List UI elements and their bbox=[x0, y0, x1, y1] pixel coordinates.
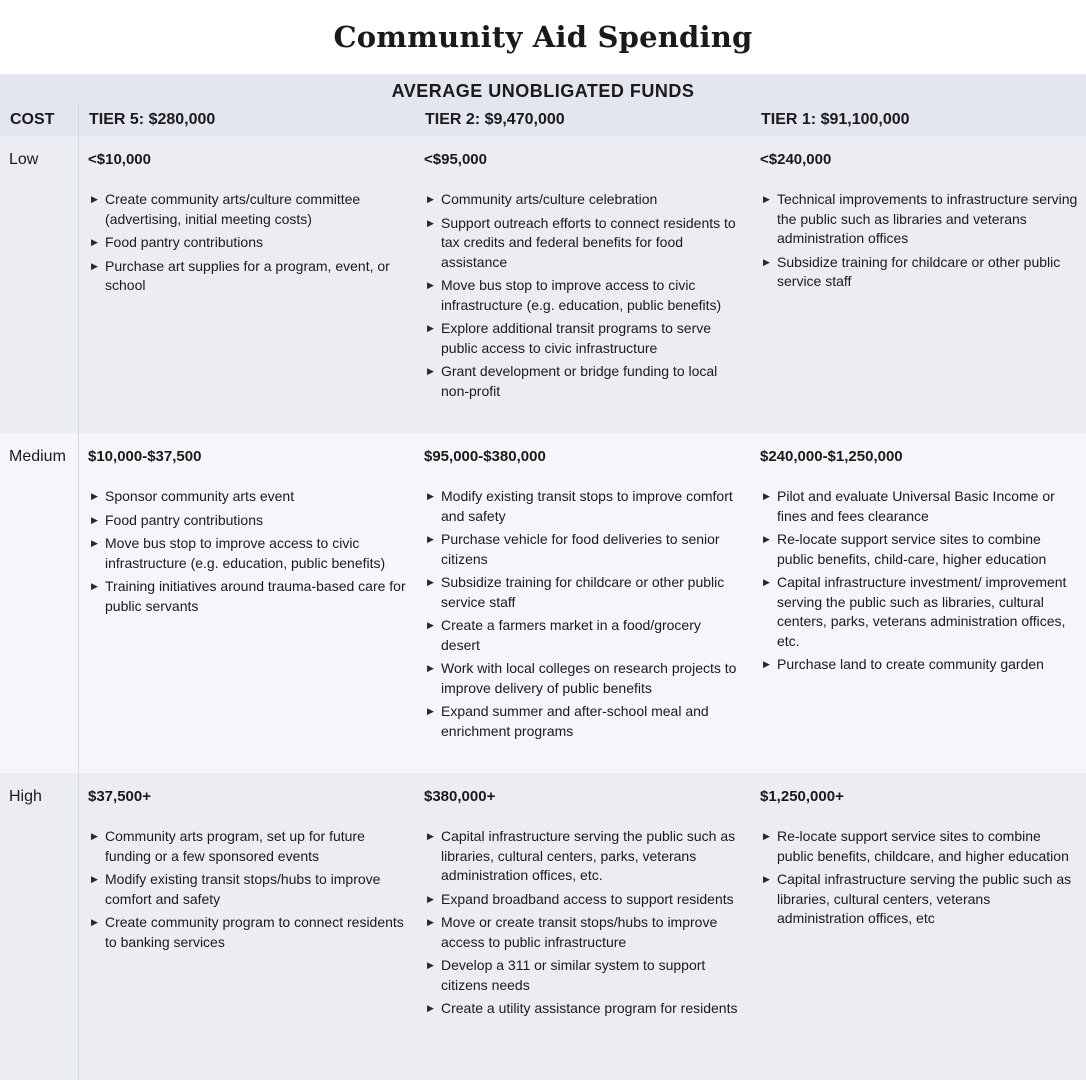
list-item bbox=[760, 870, 1078, 929]
list-item-text: Purchase art supplies for a program, event, or school bbox=[105, 257, 390, 293]
list-item bbox=[88, 487, 407, 507]
page-title: Community Aid Spending bbox=[333, 20, 753, 54]
triangle-bullet-icon: ▶ bbox=[427, 534, 434, 544]
list-item bbox=[424, 702, 743, 741]
list-item bbox=[424, 913, 743, 952]
list-item bbox=[424, 530, 743, 569]
list-item bbox=[760, 573, 1078, 651]
item-list bbox=[424, 827, 743, 1019]
list-item-text: Expand broadband access to support residents bbox=[441, 890, 734, 907]
triangle-bullet-icon: ▶ bbox=[91, 260, 98, 271]
triangle-bullet-icon: ▶ bbox=[427, 620, 434, 630]
triangle-bullet-icon: ▶ bbox=[427, 217, 434, 228]
triangle-bullet-icon: ▶ bbox=[427, 893, 434, 904]
list-item bbox=[424, 190, 743, 210]
list-item bbox=[88, 257, 407, 296]
amount-range: $380,000+ bbox=[424, 788, 496, 805]
list-item-text: Food pantry contributions bbox=[105, 234, 263, 250]
amount-range: $37,500+ bbox=[88, 788, 151, 805]
item-list bbox=[760, 827, 1078, 929]
table-row-high bbox=[0, 773, 1086, 1080]
list-item-text: Subsidize training for childcare or other public service staff bbox=[777, 253, 1061, 289]
cell-tier-1 bbox=[751, 433, 1086, 773]
list-item-text: Sponsor community arts event bbox=[105, 488, 295, 504]
cost-label: Low bbox=[0, 136, 79, 433]
list-item-text: Subsidize training for childcare or other public service staff bbox=[441, 574, 725, 610]
cell-tier-2 bbox=[415, 136, 751, 433]
triangle-bullet-icon: ▶ bbox=[91, 514, 98, 525]
triangle-bullet-icon: ▶ bbox=[763, 659, 770, 669]
triangle-bullet-icon: ▶ bbox=[763, 577, 770, 587]
triangle-bullet-icon: ▶ bbox=[427, 706, 434, 716]
list-item bbox=[88, 827, 407, 866]
triangle-bullet-icon: ▶ bbox=[91, 237, 98, 247]
triangle-bullet-icon: ▶ bbox=[427, 491, 434, 501]
amount-range: $10,000-$37,500 bbox=[88, 448, 202, 465]
list-item bbox=[760, 253, 1078, 292]
list-item-text: Capital infrastructure investment/ improvement serving the public such as libraries, cultural centers, parks, veterans administration offices, etc. bbox=[777, 574, 1067, 649]
triangle-bullet-icon: ▶ bbox=[427, 917, 434, 927]
list-item bbox=[424, 999, 743, 1019]
amount-range: <$240,000 bbox=[760, 151, 832, 168]
triangle-bullet-icon: ▶ bbox=[91, 874, 98, 884]
table-group-header: AVERAGE UNOBLIGATED FUNDS bbox=[0, 74, 1086, 104]
triangle-bullet-icon: ▶ bbox=[427, 577, 434, 587]
cell-tier-5 bbox=[79, 433, 415, 773]
triangle-bullet-icon: ▶ bbox=[427, 366, 434, 376]
list-item-text: Modify existing transit stops/hubs to improve comfort and safety bbox=[105, 871, 381, 907]
list-item bbox=[424, 214, 743, 273]
column-header-tier-5: TIER 5: $280,000 bbox=[89, 111, 216, 128]
triangle-bullet-icon: ▶ bbox=[91, 917, 98, 927]
list-item-text: Work with local colleges on research projects to improve delivery of public benefits bbox=[441, 660, 737, 696]
list-item-text: Technical improvements to infrastructure serving the public such as libraries and veterans administration offices bbox=[777, 191, 1078, 246]
list-item bbox=[760, 530, 1078, 569]
list-item bbox=[424, 659, 743, 698]
item-list bbox=[88, 487, 407, 616]
triangle-bullet-icon: ▶ bbox=[427, 663, 434, 673]
triangle-bullet-icon: ▶ bbox=[91, 581, 98, 591]
triangle-bullet-icon: ▶ bbox=[91, 538, 98, 548]
triangle-bullet-icon: ▶ bbox=[91, 194, 98, 204]
list-item-text: Purchase land to create community garden bbox=[777, 656, 1044, 672]
item-list bbox=[424, 190, 743, 401]
triangle-bullet-icon: ▶ bbox=[91, 831, 98, 841]
item-list bbox=[88, 827, 407, 952]
cell-tier-5 bbox=[79, 773, 415, 1080]
list-item-text: Support outreach efforts to connect residents to tax credits and federal benefits for food assistance bbox=[441, 214, 736, 270]
list-item-text: Create community program to connect residents to banking services bbox=[105, 914, 404, 950]
list-item bbox=[424, 890, 743, 910]
list-item bbox=[424, 573, 743, 612]
list-item bbox=[424, 319, 743, 358]
triangle-bullet-icon: ▶ bbox=[763, 534, 770, 544]
list-item-text: Capital infrastructure serving the public such as libraries, cultural centers, parks, veterans administration offices, etc. bbox=[441, 828, 736, 883]
table-row-low bbox=[0, 136, 1086, 433]
triangle-bullet-icon: ▶ bbox=[763, 256, 770, 267]
list-item-text: Grant development or bridge funding to local non-profit bbox=[441, 363, 718, 399]
triangle-bullet-icon: ▶ bbox=[763, 194, 770, 204]
list-item bbox=[424, 827, 743, 886]
list-item bbox=[424, 276, 743, 315]
list-item-text: Explore additional transit programs to serve public access to civic infrastructure bbox=[441, 320, 712, 356]
list-item bbox=[424, 362, 743, 401]
list-item-text: Develop a 311 or similar system to support citizens needs bbox=[441, 957, 706, 993]
triangle-bullet-icon: ▶ bbox=[427, 323, 434, 333]
list-item bbox=[760, 827, 1078, 866]
list-item bbox=[88, 577, 407, 616]
list-item bbox=[88, 870, 407, 909]
amount-range: <$95,000 bbox=[424, 151, 487, 168]
cell-tier-1 bbox=[751, 773, 1086, 1080]
cell-tier-5 bbox=[79, 136, 415, 433]
list-item-text: Move or create transit stops/hubs to improve access to public infrastructure bbox=[441, 914, 718, 950]
table-row-medium bbox=[0, 433, 1086, 773]
list-item bbox=[760, 190, 1078, 249]
triangle-bullet-icon: ▶ bbox=[763, 491, 770, 501]
amount-range: $95,000-$380,000 bbox=[424, 448, 546, 465]
list-item-text: Re-locate support service sites to combine public benefits, child-care, higher education bbox=[777, 531, 1047, 567]
list-item-text: Community arts/culture celebration bbox=[441, 191, 658, 207]
list-item bbox=[88, 190, 407, 229]
list-item bbox=[424, 616, 743, 655]
item-list bbox=[760, 487, 1078, 675]
triangle-bullet-icon: ▶ bbox=[427, 1003, 434, 1013]
table-column-header bbox=[0, 104, 1086, 136]
triangle-bullet-icon: ▶ bbox=[427, 960, 434, 970]
column-header-cost: COST bbox=[0, 104, 79, 136]
amount-range: $240,000-$1,250,000 bbox=[760, 448, 903, 465]
list-item bbox=[88, 913, 407, 952]
list-item-text: Modify existing transit stops to improve comfort and safety bbox=[441, 488, 733, 524]
amount-range: $1,250,000+ bbox=[760, 788, 844, 805]
triangle-bullet-icon: ▶ bbox=[427, 280, 434, 290]
triangle-bullet-icon: ▶ bbox=[763, 874, 770, 884]
item-list bbox=[424, 487, 743, 741]
cell-tier-2 bbox=[415, 433, 751, 773]
column-header-tier-2: TIER 2: $9,470,000 bbox=[425, 111, 565, 128]
item-list bbox=[760, 190, 1078, 292]
list-item bbox=[88, 534, 407, 573]
cell-tier-1 bbox=[751, 136, 1086, 433]
list-item bbox=[88, 233, 407, 253]
list-item-text: Purchase vehicle for food deliveries to senior citizens bbox=[441, 531, 720, 567]
list-item-text: Create community arts/culture committee (advertising, initial meeting costs) bbox=[105, 191, 361, 227]
cost-label: High bbox=[0, 773, 79, 1080]
list-item-text: Create a utility assistance program for residents bbox=[441, 1000, 738, 1016]
list-item bbox=[424, 956, 743, 995]
list-item-text: Pilot and evaluate Universal Basic Income or fines and fees clearance bbox=[777, 488, 1055, 524]
item-list bbox=[88, 190, 407, 296]
triangle-bullet-icon: ▶ bbox=[91, 491, 98, 501]
list-item bbox=[760, 655, 1078, 675]
triangle-bullet-icon: ▶ bbox=[427, 194, 434, 204]
list-item-text: Food pantry contributions bbox=[105, 511, 263, 528]
list-item bbox=[424, 487, 743, 526]
list-item-text: Training initiatives around trauma-based care for public servants bbox=[105, 578, 406, 614]
cell-tier-2 bbox=[415, 773, 751, 1080]
cost-label: Medium bbox=[0, 433, 79, 773]
amount-range: <$10,000 bbox=[88, 151, 151, 168]
list-item bbox=[760, 487, 1078, 526]
triangle-bullet-icon: ▶ bbox=[763, 831, 770, 841]
column-header-tier-1: TIER 1: $91,100,000 bbox=[761, 111, 910, 128]
list-item-text: Re-locate support service sites to combine public benefits, childcare, and higher education bbox=[777, 828, 1069, 864]
list-item-text: Move bus stop to improve access to civic infrastructure (e.g. education, public benefits) bbox=[105, 535, 386, 571]
list-item bbox=[88, 511, 407, 531]
list-item-text: Move bus stop to improve access to civic infrastructure (e.g. education, public benefits) bbox=[441, 277, 722, 313]
list-item-text: Expand summer and after-school meal and enrichment programs bbox=[441, 703, 709, 739]
list-item-text: Capital infrastructure serving the public such as libraries, cultural centers, veterans administration offices, etc bbox=[777, 871, 1072, 926]
list-item-text: Community arts program, set up for future funding or a few sponsored events bbox=[105, 828, 365, 864]
triangle-bullet-icon: ▶ bbox=[427, 831, 434, 841]
list-item-text: Create a farmers market in a food/grocery desert bbox=[441, 617, 701, 653]
